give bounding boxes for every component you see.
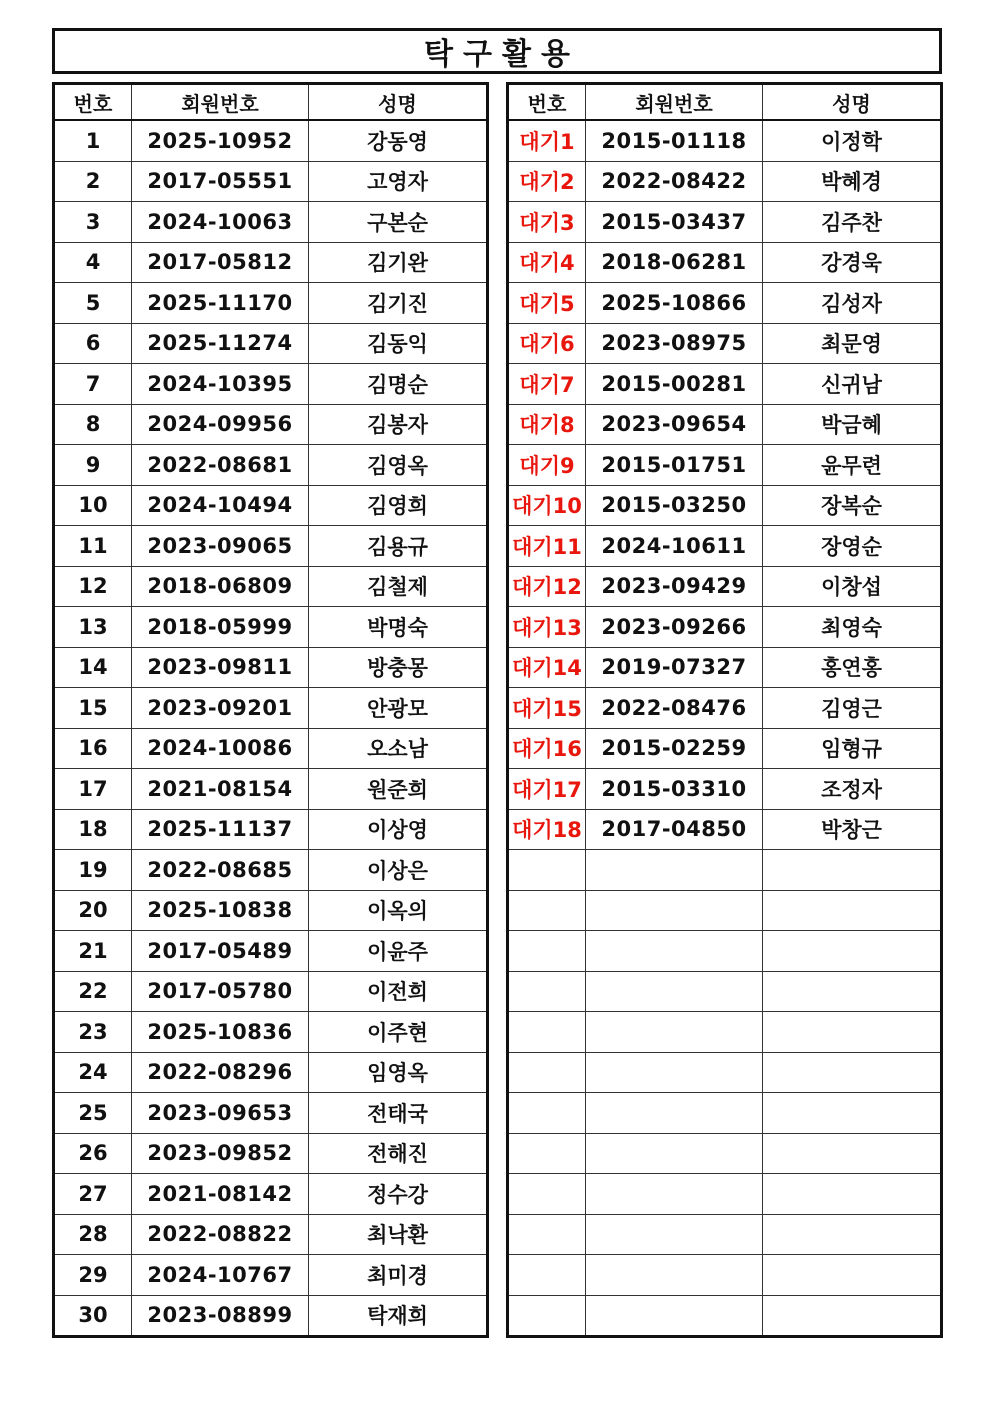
member-id-cell: 2024-10494	[132, 485, 309, 526]
member-name-cell: 윤무련	[763, 445, 942, 486]
table-row	[54, 850, 488, 891]
row-number-cell: 22	[54, 971, 132, 1012]
row-number-cell: 29	[54, 1255, 132, 1296]
member-name-cell	[763, 1214, 942, 1255]
member-id-cell: 2022-08296	[132, 1052, 309, 1093]
table-row	[54, 323, 488, 364]
table-row	[54, 242, 488, 283]
row-number-cell: 12	[54, 566, 132, 607]
table-row	[508, 1214, 942, 1255]
member-id-cell	[586, 850, 763, 891]
member-id-cell: 2025-10952	[132, 120, 309, 161]
row-number-cell: 4	[54, 242, 132, 283]
row-number-cell: 대기5	[508, 283, 586, 324]
member-name-cell: 이전희	[309, 971, 488, 1012]
member-id-cell: 2015-01118	[586, 120, 763, 161]
row-number-cell	[508, 1052, 586, 1093]
row-number-cell: 17	[54, 769, 132, 810]
member-name-cell: 김기완	[309, 242, 488, 283]
member-id-cell	[586, 1255, 763, 1296]
row-number-cell: 대기3	[508, 202, 586, 243]
row-number-cell: 5	[54, 283, 132, 324]
row-number-cell: 26	[54, 1133, 132, 1174]
member-name-cell	[763, 1255, 942, 1296]
row-number-cell: 3	[54, 202, 132, 243]
member-id-cell: 2022-08685	[132, 850, 309, 891]
table-row	[54, 566, 488, 607]
member-name-cell: 구본순	[309, 202, 488, 243]
member-id-cell: 2024-10395	[132, 364, 309, 405]
row-number-cell: 대기7	[508, 364, 586, 405]
member-id-cell: 2018-06809	[132, 566, 309, 607]
row-number-cell: 대기14	[508, 647, 586, 688]
header-member-id: 회원번호	[586, 84, 763, 121]
row-number-cell: 25	[54, 1093, 132, 1134]
row-number-cell: 7	[54, 364, 132, 405]
table-row	[508, 1295, 942, 1337]
row-number-cell: 대기11	[508, 526, 586, 567]
row-number-cell: 10	[54, 485, 132, 526]
member-name-cell: 박혜경	[763, 161, 942, 202]
member-id-cell: 2015-03437	[586, 202, 763, 243]
member-id-cell: 2024-10767	[132, 1255, 309, 1296]
member-name-cell: 조정자	[763, 769, 942, 810]
table-row	[508, 526, 942, 567]
table-row	[54, 445, 488, 486]
row-number-cell: 대기12	[508, 566, 586, 607]
member-name-cell	[763, 931, 942, 972]
member-name-cell	[763, 1133, 942, 1174]
table-row	[54, 1052, 488, 1093]
member-name-cell: 이주현	[309, 1012, 488, 1053]
row-number-cell: 대기13	[508, 607, 586, 648]
row-number-cell: 24	[54, 1052, 132, 1093]
member-id-cell: 2023-08975	[586, 323, 763, 364]
row-number-cell: 대기1	[508, 120, 586, 161]
member-id-cell: 2023-09065	[132, 526, 309, 567]
row-number-cell: 14	[54, 647, 132, 688]
member-name-cell: 탁재희	[309, 1295, 488, 1337]
table-row	[54, 526, 488, 567]
member-name-cell: 임영옥	[309, 1052, 488, 1093]
table-row	[508, 566, 942, 607]
member-id-cell	[586, 1052, 763, 1093]
member-name-cell: 김영근	[763, 688, 942, 729]
row-number-cell: 9	[54, 445, 132, 486]
table-row	[54, 1133, 488, 1174]
member-name-cell: 김철제	[309, 566, 488, 607]
table-row	[508, 647, 942, 688]
member-name-cell: 강동영	[309, 120, 488, 161]
member-id-cell	[586, 1174, 763, 1215]
row-number-cell: 27	[54, 1174, 132, 1215]
row-number-cell: 16	[54, 728, 132, 769]
member-id-cell: 2025-11170	[132, 283, 309, 324]
row-number-cell: 대기10	[508, 485, 586, 526]
member-id-cell: 2025-11274	[132, 323, 309, 364]
member-id-cell: 2022-08822	[132, 1214, 309, 1255]
waitlist-table	[506, 82, 943, 1338]
table-row	[54, 161, 488, 202]
member-name-cell: 이상영	[309, 809, 488, 850]
row-number-cell: 20	[54, 890, 132, 931]
member-id-cell: 2017-04850	[586, 809, 763, 850]
header-no: 번호	[54, 84, 132, 121]
member-id-cell	[586, 971, 763, 1012]
member-id-cell: 2025-11137	[132, 809, 309, 850]
table-row	[508, 688, 942, 729]
table-row	[508, 485, 942, 526]
member-id-cell	[586, 1295, 763, 1337]
member-name-cell	[763, 1093, 942, 1134]
member-id-cell: 2023-09201	[132, 688, 309, 729]
member-name-cell: 이윤주	[309, 931, 488, 972]
row-number-cell	[508, 1255, 586, 1296]
table-row	[508, 1255, 942, 1296]
member-id-cell: 2025-10838	[132, 890, 309, 931]
member-id-cell	[586, 1012, 763, 1053]
table-row	[508, 202, 942, 243]
member-id-cell: 2017-05780	[132, 971, 309, 1012]
member-name-cell: 홍연홍	[763, 647, 942, 688]
member-id-cell: 2024-09956	[132, 404, 309, 445]
member-name-cell: 최미경	[309, 1255, 488, 1296]
table-row	[508, 1052, 942, 1093]
table-row	[54, 1255, 488, 1296]
member-id-cell: 2023-09653	[132, 1093, 309, 1134]
member-id-cell: 2015-01751	[586, 445, 763, 486]
row-number-cell	[508, 1174, 586, 1215]
member-id-cell: 2019-07327	[586, 647, 763, 688]
row-number-cell	[508, 931, 586, 972]
member-name-cell: 최영숙	[763, 607, 942, 648]
table-row	[54, 728, 488, 769]
member-name-cell: 김봉자	[309, 404, 488, 445]
member-id-cell: 2023-09852	[132, 1133, 309, 1174]
table-row	[54, 809, 488, 850]
row-number-cell: 28	[54, 1214, 132, 1255]
row-number-cell: 30	[54, 1295, 132, 1337]
row-number-cell	[508, 971, 586, 1012]
table-row	[54, 607, 488, 648]
member-name-cell: 원준희	[309, 769, 488, 810]
member-id-cell: 2023-08899	[132, 1295, 309, 1337]
member-name-cell: 김주찬	[763, 202, 942, 243]
table-row	[508, 445, 942, 486]
member-name-cell: 김기진	[309, 283, 488, 324]
table-row	[54, 404, 488, 445]
table-row	[54, 1093, 488, 1134]
member-id-cell: 2025-10866	[586, 283, 763, 324]
member-id-cell: 2015-00281	[586, 364, 763, 405]
member-id-cell	[586, 890, 763, 931]
header-name: 성명	[763, 84, 942, 121]
table-row	[54, 364, 488, 405]
member-name-cell: 박금혜	[763, 404, 942, 445]
row-number-cell: 23	[54, 1012, 132, 1053]
row-number-cell: 8	[54, 404, 132, 445]
member-id-cell: 2015-03310	[586, 769, 763, 810]
row-number-cell	[508, 1295, 586, 1337]
table-row	[508, 809, 942, 850]
member-id-cell: 2022-08476	[586, 688, 763, 729]
row-number-cell: 대기15	[508, 688, 586, 729]
table-row	[508, 769, 942, 810]
table-row	[54, 120, 488, 161]
member-name-cell: 강경욱	[763, 242, 942, 283]
member-id-cell: 2017-05812	[132, 242, 309, 283]
member-name-cell: 최문영	[763, 323, 942, 364]
member-name-cell: 이창섭	[763, 566, 942, 607]
table-row	[54, 890, 488, 931]
member-id-cell: 2023-09811	[132, 647, 309, 688]
member-id-cell: 2015-03250	[586, 485, 763, 526]
header-row	[54, 84, 488, 121]
row-number-cell: 대기8	[508, 404, 586, 445]
member-id-cell: 2023-09654	[586, 404, 763, 445]
table-row	[54, 1214, 488, 1255]
row-number-cell	[508, 890, 586, 931]
member-name-cell: 김동익	[309, 323, 488, 364]
member-id-cell: 2024-10063	[132, 202, 309, 243]
member-id-cell: 2018-05999	[132, 607, 309, 648]
row-number-cell: 2	[54, 161, 132, 202]
member-id-cell: 2015-02259	[586, 728, 763, 769]
member-id-cell: 2024-10086	[132, 728, 309, 769]
member-name-cell	[763, 1174, 942, 1215]
table-row	[54, 688, 488, 729]
header-row	[508, 84, 942, 121]
member-name-cell	[763, 1012, 942, 1053]
member-id-cell	[586, 1093, 763, 1134]
row-number-cell: 1	[54, 120, 132, 161]
row-number-cell: 대기4	[508, 242, 586, 283]
table-row	[508, 931, 942, 972]
member-id-cell: 2021-08154	[132, 769, 309, 810]
table-row	[508, 890, 942, 931]
table-row	[54, 283, 488, 324]
row-number-cell: 대기18	[508, 809, 586, 850]
row-number-cell: 18	[54, 809, 132, 850]
member-id-cell: 2023-09266	[586, 607, 763, 648]
table-row	[54, 1295, 488, 1337]
table-row	[54, 1174, 488, 1215]
member-id-cell	[586, 931, 763, 972]
member-name-cell: 박명숙	[309, 607, 488, 648]
member-name-cell: 장영순	[763, 526, 942, 567]
member-name-cell: 방충몽	[309, 647, 488, 688]
member-name-cell	[763, 890, 942, 931]
row-number-cell: 11	[54, 526, 132, 567]
table-row	[54, 485, 488, 526]
table-row	[508, 161, 942, 202]
member-name-cell: 김영희	[309, 485, 488, 526]
member-name-cell: 오소남	[309, 728, 488, 769]
header-member-id: 회원번호	[132, 84, 309, 121]
row-number-cell	[508, 850, 586, 891]
member-name-cell: 이옥의	[309, 890, 488, 931]
table-row	[508, 242, 942, 283]
row-number-cell: 대기16	[508, 728, 586, 769]
table-row	[54, 202, 488, 243]
member-id-cell: 2017-05551	[132, 161, 309, 202]
page-title: 탁구활용	[424, 37, 580, 72]
row-number-cell	[508, 1012, 586, 1053]
table-row	[508, 1133, 942, 1174]
member-id-cell	[586, 1133, 763, 1174]
row-number-cell: 13	[54, 607, 132, 648]
row-number-cell: 15	[54, 688, 132, 729]
table-row	[508, 1174, 942, 1215]
table-row	[508, 850, 942, 891]
member-name-cell	[763, 1052, 942, 1093]
row-number-cell	[508, 1133, 586, 1174]
table-row	[508, 1093, 942, 1134]
header-no: 번호	[508, 84, 586, 121]
row-number-cell: 대기9	[508, 445, 586, 486]
member-name-cell: 정수강	[309, 1174, 488, 1215]
table-row	[508, 364, 942, 405]
member-name-cell: 박창근	[763, 809, 942, 850]
member-name-cell: 장복순	[763, 485, 942, 526]
member-name-cell: 최낙환	[309, 1214, 488, 1255]
row-number-cell: 21	[54, 931, 132, 972]
table-row	[508, 728, 942, 769]
table-row	[508, 971, 942, 1012]
page-title-box	[52, 28, 942, 74]
member-name-cell	[763, 1295, 942, 1337]
row-number-cell: 6	[54, 323, 132, 364]
table-row	[54, 931, 488, 972]
row-number-cell: 19	[54, 850, 132, 891]
row-number-cell: 대기2	[508, 161, 586, 202]
member-name-cell: 김영옥	[309, 445, 488, 486]
table-row	[508, 607, 942, 648]
member-name-cell: 이정학	[763, 120, 942, 161]
member-name-cell: 김성자	[763, 283, 942, 324]
row-number-cell	[508, 1214, 586, 1255]
member-name-cell: 전해진	[309, 1133, 488, 1174]
member-id-cell: 2018-06281	[586, 242, 763, 283]
member-id-cell	[586, 1214, 763, 1255]
table-row	[508, 404, 942, 445]
member-name-cell: 안광모	[309, 688, 488, 729]
table-row	[54, 769, 488, 810]
member-id-cell: 2024-10611	[586, 526, 763, 567]
member-id-cell: 2022-08681	[132, 445, 309, 486]
member-name-cell: 신귀남	[763, 364, 942, 405]
member-name-cell: 전태국	[309, 1093, 488, 1134]
row-number-cell: 대기6	[508, 323, 586, 364]
member-id-cell: 2022-08422	[586, 161, 763, 202]
member-name-cell: 김명순	[309, 364, 488, 405]
table-row	[54, 1012, 488, 1053]
member-name-cell	[763, 971, 942, 1012]
header-name: 성명	[309, 84, 488, 121]
table-row	[508, 323, 942, 364]
member-name-cell: 임형규	[763, 728, 942, 769]
member-id-cell: 2017-05489	[132, 931, 309, 972]
member-id-cell: 2023-09429	[586, 566, 763, 607]
members-table	[52, 82, 489, 1338]
table-row	[508, 283, 942, 324]
table-row	[54, 971, 488, 1012]
member-name-cell: 김용규	[309, 526, 488, 567]
row-number-cell	[508, 1093, 586, 1134]
table-row	[54, 647, 488, 688]
member-id-cell: 2025-10836	[132, 1012, 309, 1053]
row-number-cell: 대기17	[508, 769, 586, 810]
member-name-cell: 이상은	[309, 850, 488, 891]
table-row	[508, 1012, 942, 1053]
member-id-cell: 2021-08142	[132, 1174, 309, 1215]
table-row	[508, 120, 942, 161]
member-name-cell: 고영자	[309, 161, 488, 202]
member-name-cell	[763, 850, 942, 891]
